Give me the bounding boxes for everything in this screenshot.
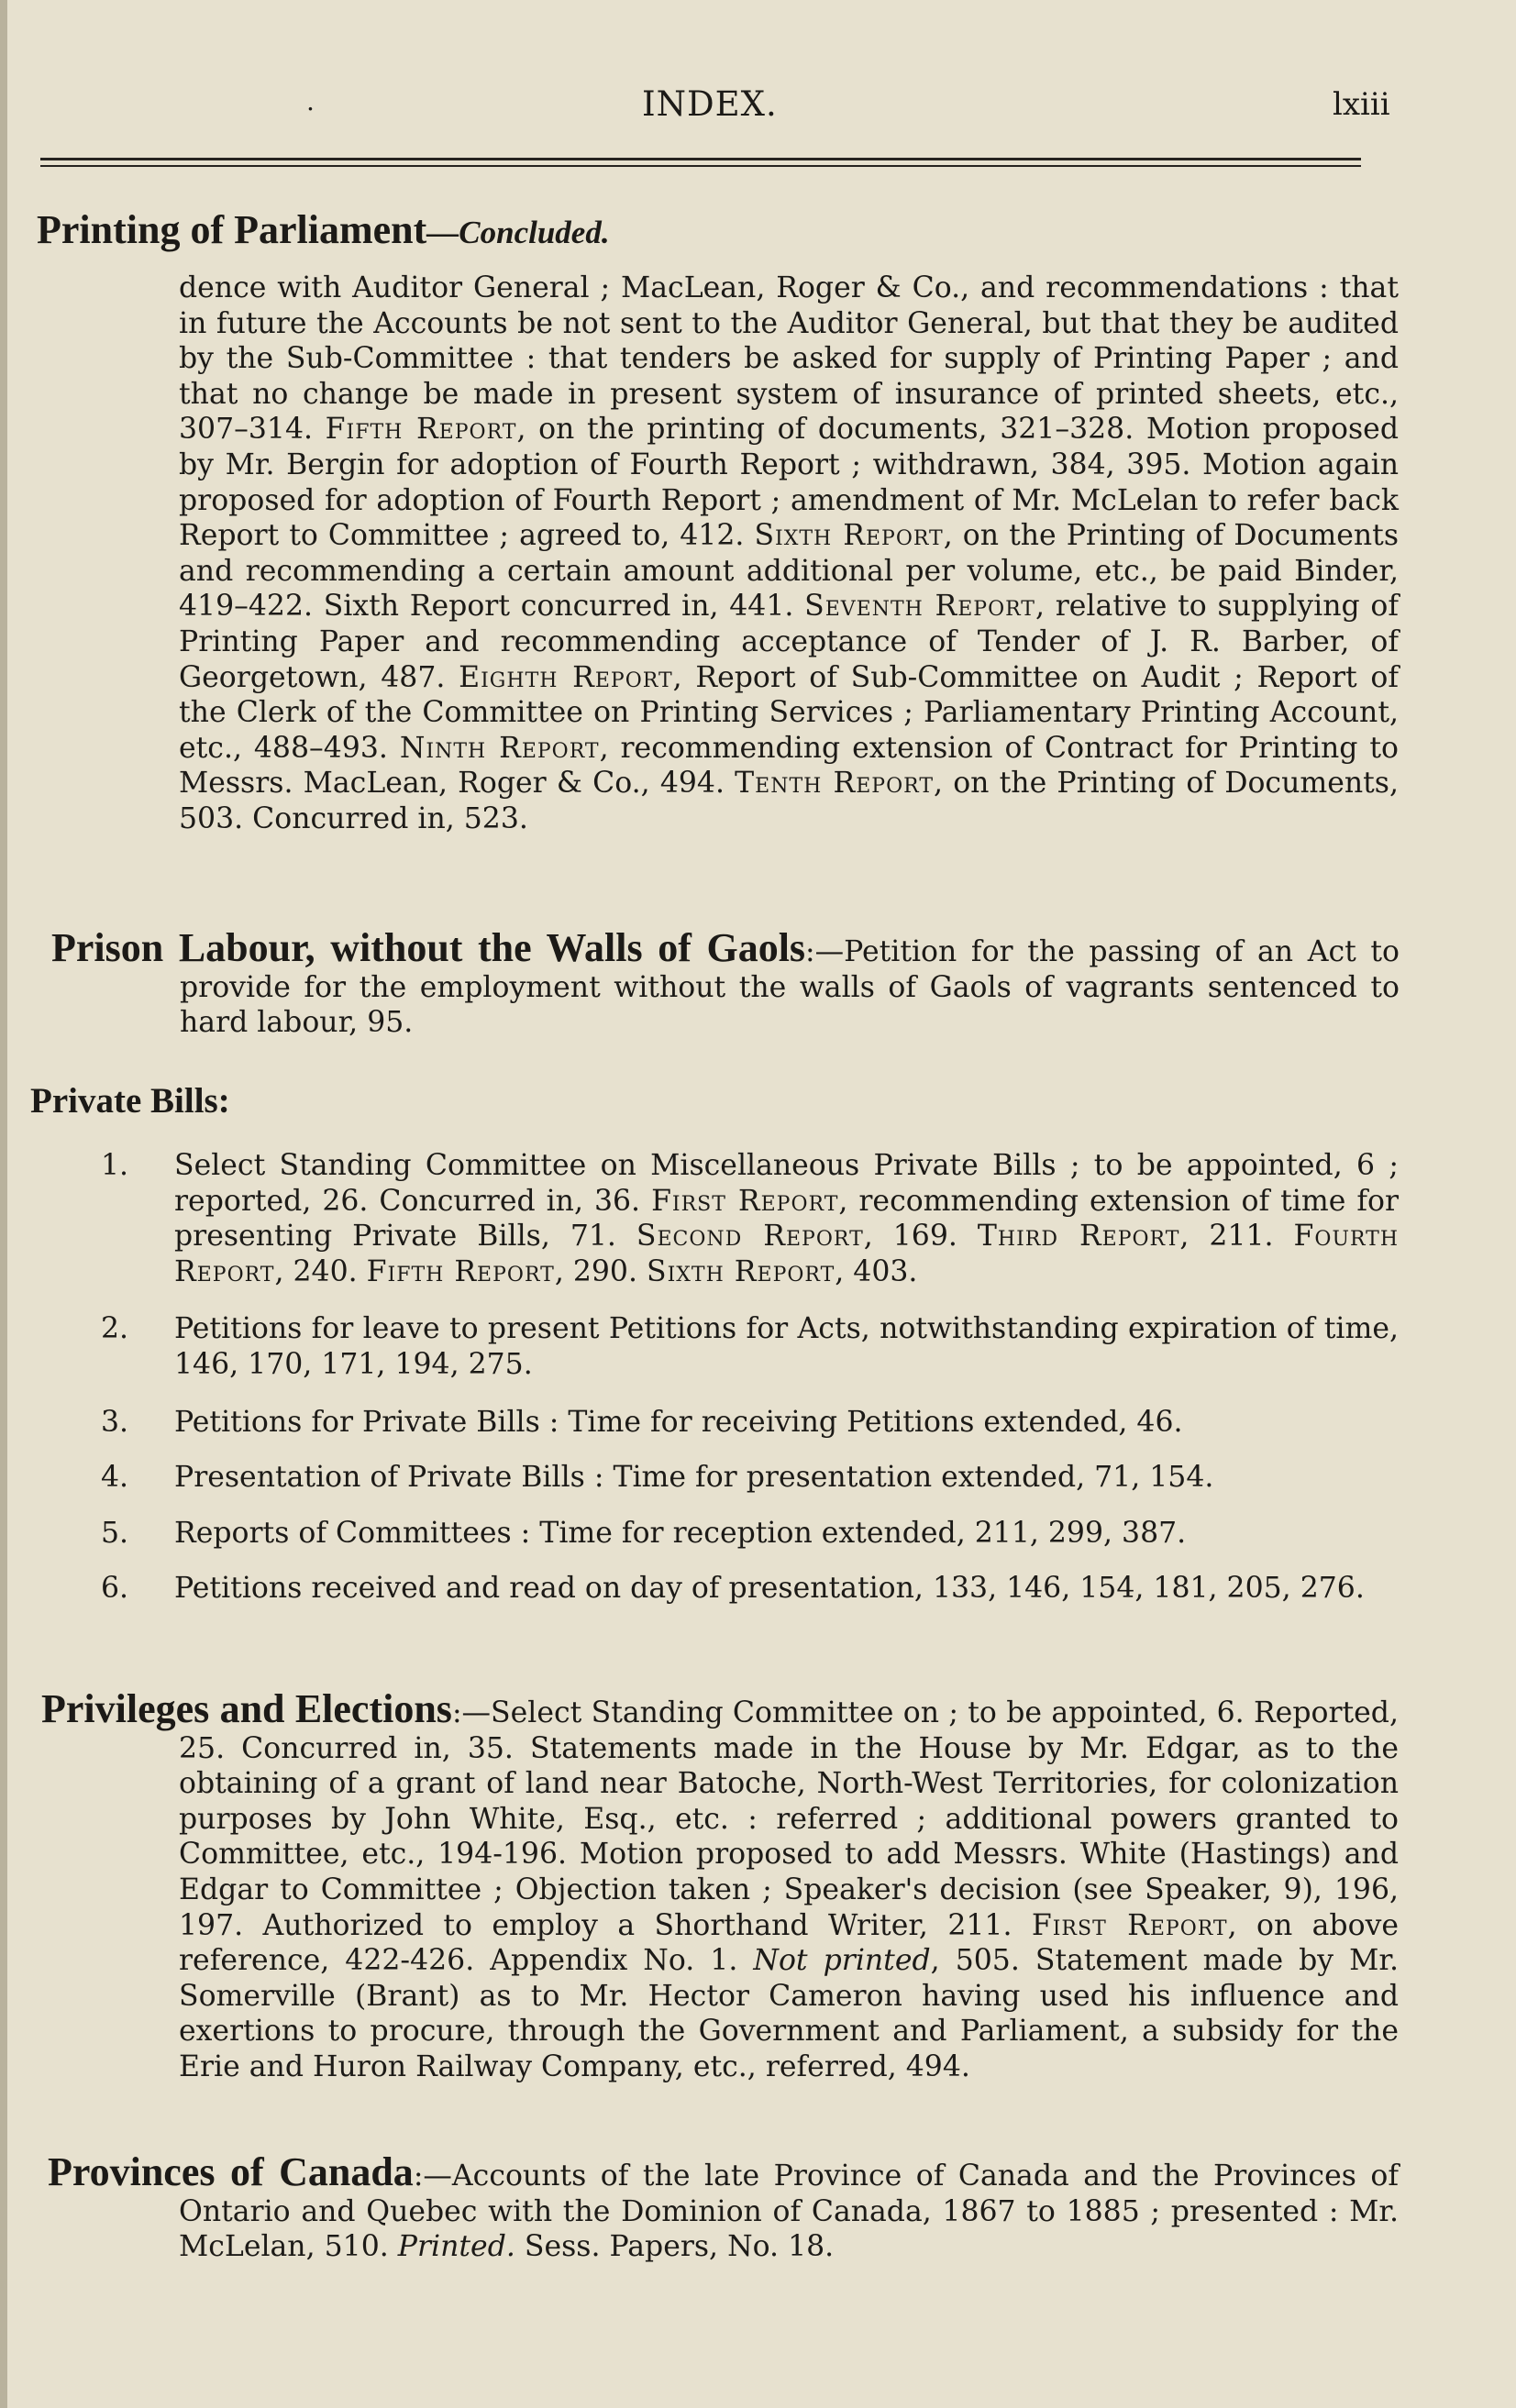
bill-sixth-report-label: Sixth Report — [647, 1254, 835, 1288]
prison-labour-text: :—Petition for the passing of an Act to provide for the employment without the walls of Gaols of vagrants sentenced to hard labour, 95. — [180, 935, 1400, 1040]
bill-fourth-report-label: Fourth Report — [174, 1220, 1400, 1288]
header-rule-thin — [40, 165, 1361, 167]
printing-eighth-report-label: Eighth Report — [459, 660, 673, 694]
bill-text-e: , 240. — [274, 1254, 358, 1288]
list-item-number: 6. — [101, 1572, 129, 1606]
entry-privileges-elections — [41, 1686, 1400, 2085]
heading-printing-suffix: —Concluded. — [426, 215, 610, 250]
privileges-text-a: :—Select Standing Committee on ; to be appointed, 6. Reported, 25. Concurred in, 35. Statements made in the House by Mr. Edgar, as to the obtaining of a grant of land near Batoche, North-West Territories, for colonization purposes by John White, Esq., etc. : referred ; additional powers granted to Committee, etc., 194-196. Motion proposed to add Messrs. White (Hastings) and Edgar to Committee ; Objection taken ; Speaker's decision (see Speaker, 9), 196, 197. Authorized to employ a Shorthand Writer, 211. — [179, 1696, 1399, 1942]
running-header — [0, 81, 1516, 127]
header-dot: . — [306, 86, 315, 116]
provinces-printed: Printed. — [397, 2230, 515, 2264]
list-item-number: 3. — [101, 1405, 129, 1439]
privileges-first-report-label: First Report — [1031, 1908, 1228, 1942]
bill-second-report-label: Second Report — [636, 1220, 864, 1254]
list-item — [101, 1148, 1399, 1289]
entry-heading-printing — [37, 206, 610, 253]
privileges-text-c: , 505. Statement made by Mr. Somerville (Brant) as to Mr. Hector Cameron having used his influence and exertions to procure, through the Government and Parliament, a subsidy for the Erie and Huron Railway Company, etc., referred, 494. — [179, 1944, 1399, 2083]
bill-text-c: , 169. — [863, 1220, 957, 1254]
bill-third-report-label: Third Report — [977, 1220, 1180, 1254]
provinces-text-b: Sess. Papers, No. 18. — [524, 2230, 835, 2264]
prison-labour-paragraph — [51, 925, 1400, 1041]
printing-tenth-report-label: Tenth Report — [735, 767, 934, 801]
list-item — [101, 1571, 1399, 1607]
heading-provinces-canada: Provinces of Canada — [48, 2149, 414, 2194]
privileges-not-printed: Not printed — [753, 1944, 931, 1978]
page-title: INDEX. — [642, 84, 778, 124]
printing-text-intro: dence with Auditor General ; MacLean, Roger & Co., and recommendations : that in future the Accounts be not sent to the Auditor General, but that they be audited by the Sub-Committee : that tenders be asked for supply of Printing Paper ; and that no change be made in present system of insurance of printed sheets, etc., 307–314. — [179, 271, 1399, 447]
printing-eighth-report-text: , Report of Sub-Committee on Audit ; Report of the Clerk of the Committee on Printing Services ; Parliamentary Printing Account, etc., 488–493. — [179, 660, 1400, 765]
heading-printing-label: Printing of Parliament — [37, 207, 427, 252]
list-item-text: Petitions for Private Bills : Time for receiving Petitions extended, 46. — [174, 1405, 1183, 1439]
bill-fifth-report-label: Fifth Report — [366, 1254, 555, 1288]
list-item-text: Petitions for leave to present Petitions for Acts, notwithstanding expiration of time, 146, 170, 171, 194, 275. — [174, 1312, 1399, 1381]
list-item-text: Reports of Committees : Time for reception extended, 211, 299, 387. — [174, 1516, 1187, 1550]
bill-text-d: , 211. — [1179, 1220, 1274, 1254]
provinces-paragraph — [48, 2149, 1399, 2265]
list-item — [101, 1405, 1399, 1441]
printing-seventh-report-label: Seventh Report — [804, 590, 1035, 624]
heading-private-bills-label: Private Bills — [30, 1081, 218, 1121]
printing-tenth-report-text: , on the Printing of Documents, 503. Concurred in, 523. — [179, 767, 1399, 835]
printing-sixth-report-text: , on the Printing of Documents and recommending a certain amount additional per volume, etc., be paid Binder, 419–422. Sixth Report concurred in, 441. — [179, 519, 1399, 624]
bill-first-report-label: First Report — [651, 1184, 839, 1218]
list-item-number: 1. — [101, 1149, 129, 1182]
bill-text-b: , recommending extension of time for presenting Private Bills, 71. — [174, 1184, 1400, 1254]
list-item-number: 2. — [101, 1312, 129, 1346]
heading-private-bills-suffix: : — [217, 1081, 230, 1121]
bill-text-g: , 403. — [835, 1254, 918, 1288]
entry-provinces-canada — [48, 2149, 1399, 2265]
printing-paragraph — [179, 271, 1399, 837]
entry-body-printing — [179, 271, 1399, 837]
list-item-number: 5. — [101, 1516, 129, 1550]
privileges-text-b: , on above reference, 422-426. Appendix No. 1. — [179, 1908, 1400, 1978]
printing-fifth-report-text: , on the printing of documents, 321–328. Motion proposed by Mr. Bergin for adoption of Fourth Report ; withdrawn, 384, 395. Motion again proposed for adoption of Fourth Report ; amendment of Mr. McLelan to refer back Report to Committee ; agreed to, 412. — [179, 413, 1399, 553]
entry-prison-labour — [51, 925, 1400, 1041]
printing-ninth-report-label: Ninth Report — [399, 731, 600, 765]
printing-seventh-report-text: , relative to supplying of Printing Paper and recommending acceptance of Tender of J. R. Barber, of Georgetown, 487. — [179, 590, 1399, 694]
header-rule-thick — [40, 158, 1361, 160]
heading-prison-labour: Prison Labour, without the Walls of Gaols — [51, 925, 806, 970]
provinces-text-a: :—Accounts of the late Province of Canada and the Provinces of Ontario and Quebec with the Dominion of Canada, 1867 to 1885 ; presented : Mr. McLelan, 510. — [179, 2159, 1399, 2264]
list-item — [101, 1516, 1399, 1552]
list-item-text: Petitions received and read on day of presentation, 133, 146, 154, 181, 205, 276. — [174, 1572, 1365, 1606]
entry-heading-private-bills — [30, 1080, 230, 1121]
list-item-text: Presentation of Private Bills : Time for presentation extended, 71, 154. — [174, 1461, 1214, 1495]
printing-sixth-report-label: Sixth Report — [754, 519, 944, 553]
list-item-text — [174, 1148, 1399, 1289]
page-number: lxiii — [1333, 86, 1390, 123]
bill-text-f: , 290. — [554, 1254, 637, 1288]
list-item-number: 4. — [101, 1461, 129, 1495]
bill-text-a: Select Standing Committee on Miscellaneous Private Bills ; to be appointed, 6 ; reported, 26. Concurred in, 36. — [174, 1149, 1399, 1218]
list-item — [101, 1311, 1399, 1382]
private-bills-list — [101, 1148, 1399, 1607]
list-item — [101, 1460, 1399, 1496]
printing-ninth-report-text: , recommending extension of Contract for Printing to Messrs. MacLean, Roger & Co., 494. — [179, 731, 1400, 801]
heading-privileges-elections: Privileges and Elections — [41, 1686, 452, 1731]
privileges-paragraph — [41, 1686, 1400, 2085]
printing-fifth-report-label: Fifth Report — [325, 413, 517, 447]
